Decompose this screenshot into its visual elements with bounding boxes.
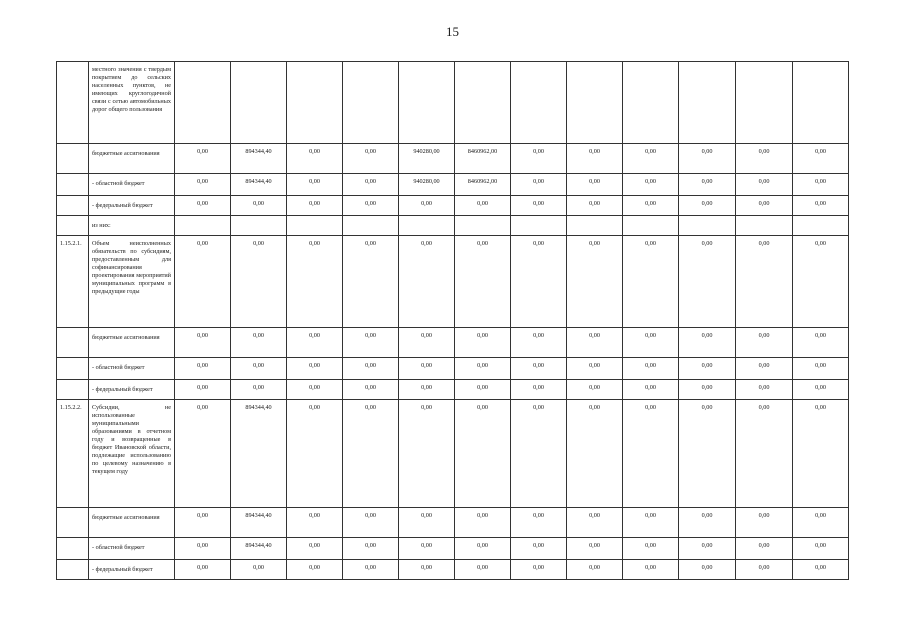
row-name-cell: бюджетные ассигнования	[89, 328, 175, 358]
value-cell: 0,00	[679, 538, 736, 560]
value-cell: 0,00	[736, 508, 793, 538]
value-cell: 0,00	[287, 508, 343, 538]
value-cell: 0,00	[623, 358, 679, 380]
value-cell	[231, 62, 287, 144]
row-code-cell	[57, 62, 89, 144]
value-cell	[455, 216, 511, 236]
value-cell: 0,00	[287, 358, 343, 380]
value-cell: 0,00	[623, 560, 679, 580]
value-cell: 0,00	[399, 560, 455, 580]
value-cell: 0,00	[623, 328, 679, 358]
value-cell: 0,00	[287, 538, 343, 560]
value-cell: 0,00	[343, 538, 399, 560]
value-cell	[231, 216, 287, 236]
value-cell: 0,00	[343, 380, 399, 400]
value-cell	[736, 62, 793, 144]
row-code-cell	[57, 144, 89, 174]
table-row	[57, 62, 849, 144]
table-row	[57, 538, 849, 560]
row-name-cell: Объем неисполненных обязательств по субсидиям, предоставленным для софинансирования проектирования мероприятий муниципальных программ в предыдущие годы	[89, 236, 175, 328]
row-name-cell: из них:	[89, 216, 175, 236]
value-cell	[736, 216, 793, 236]
value-cell	[343, 216, 399, 236]
row-name-cell: - федеральный бюджет	[89, 196, 175, 216]
row-code-cell	[57, 174, 89, 196]
value-cell: 894344,40	[231, 174, 287, 196]
value-cell: 0,00	[287, 560, 343, 580]
value-cell: 0,00	[567, 508, 623, 538]
value-cell: 0,00	[231, 328, 287, 358]
row-name-cell: бюджетные ассигнования	[89, 144, 175, 174]
value-cell: 0,00	[455, 560, 511, 580]
row-code-cell	[57, 560, 89, 580]
row-code-cell	[57, 216, 89, 236]
value-cell: 0,00	[399, 508, 455, 538]
value-cell: 0,00	[736, 538, 793, 560]
value-cell: 0,00	[679, 196, 736, 216]
value-cell: 0,00	[231, 380, 287, 400]
value-cell: 0,00	[567, 358, 623, 380]
value-cell: 0,00	[567, 196, 623, 216]
value-cell	[175, 62, 231, 144]
value-cell: 0,00	[623, 236, 679, 328]
value-cell: 0,00	[567, 380, 623, 400]
value-cell	[287, 216, 343, 236]
value-cell: 0,00	[511, 560, 567, 580]
value-cell: 0,00	[399, 236, 455, 328]
value-cell: 0,00	[793, 400, 849, 508]
value-cell: 0,00	[343, 236, 399, 328]
value-cell: 0,00	[736, 144, 793, 174]
value-cell: 0,00	[736, 358, 793, 380]
value-cell: 0,00	[175, 400, 231, 508]
value-cell	[793, 62, 849, 144]
value-cell	[623, 216, 679, 236]
row-name-cell: - федеральный бюджет	[89, 380, 175, 400]
value-cell	[399, 62, 455, 144]
row-name-cell: бюджетные ассигнования	[89, 508, 175, 538]
value-cell: 0,00	[623, 174, 679, 196]
value-cell: 0,00	[793, 380, 849, 400]
table-row	[57, 508, 849, 538]
value-cell	[567, 62, 623, 144]
value-cell: 0,00	[175, 380, 231, 400]
row-code-cell: 1.15.2.1.	[57, 236, 89, 328]
value-cell: 0,00	[736, 400, 793, 508]
value-cell: 0,00	[287, 400, 343, 508]
value-cell: 940280,00	[399, 174, 455, 196]
value-cell: 894344,40	[231, 538, 287, 560]
value-cell: 0,00	[623, 144, 679, 174]
value-cell: 0,00	[679, 358, 736, 380]
value-cell: 0,00	[511, 196, 567, 216]
value-cell: 0,00	[736, 236, 793, 328]
value-cell: 0,00	[175, 508, 231, 538]
value-cell: 0,00	[511, 328, 567, 358]
row-name-cell: - областной бюджет	[89, 174, 175, 196]
value-cell: 0,00	[175, 174, 231, 196]
value-cell	[455, 62, 511, 144]
value-cell: 0,00	[736, 174, 793, 196]
value-cell: 940280,00	[399, 144, 455, 174]
value-cell: 0,00	[623, 508, 679, 538]
value-cell	[175, 216, 231, 236]
value-cell	[399, 216, 455, 236]
value-cell: 0,00	[399, 358, 455, 380]
value-cell: 0,00	[511, 236, 567, 328]
value-cell: 0,00	[679, 144, 736, 174]
value-cell: 0,00	[399, 328, 455, 358]
value-cell: 0,00	[679, 174, 736, 196]
value-cell: 0,00	[343, 400, 399, 508]
value-cell: 0,00	[343, 560, 399, 580]
value-cell	[511, 216, 567, 236]
value-cell: 0,00	[567, 328, 623, 358]
value-cell: 0,00	[679, 380, 736, 400]
value-cell	[567, 216, 623, 236]
value-cell: 0,00	[511, 538, 567, 560]
value-cell: 894344,40	[231, 144, 287, 174]
value-cell: 0,00	[793, 328, 849, 358]
value-cell: 0,00	[455, 538, 511, 560]
row-code-cell	[57, 508, 89, 538]
value-cell: 0,00	[455, 196, 511, 216]
row-name-cell: - федеральный бюджет	[89, 560, 175, 580]
value-cell: 0,00	[793, 144, 849, 174]
table-row	[57, 560, 849, 580]
value-cell: 0,00	[679, 400, 736, 508]
row-code-cell	[57, 358, 89, 380]
row-name-cell: Субсидии, не использованные муниципальными образованиями в отчетном году и возвращенные в бюджет Ивановской области, подлежащие использованию по целевому назначению в текущем году	[89, 400, 175, 508]
value-cell: 0,00	[399, 538, 455, 560]
value-cell: 8460962,00	[455, 144, 511, 174]
value-cell: 0,00	[623, 196, 679, 216]
value-cell: 0,00	[793, 508, 849, 538]
value-cell: 0,00	[175, 236, 231, 328]
value-cell: 0,00	[287, 174, 343, 196]
row-code-cell	[57, 328, 89, 358]
page-number: 15	[446, 24, 459, 39]
value-cell: 0,00	[511, 358, 567, 380]
value-cell: 894344,40	[231, 400, 287, 508]
value-cell: 0,00	[399, 400, 455, 508]
value-cell: 0,00	[736, 328, 793, 358]
value-cell: 0,00	[343, 196, 399, 216]
value-cell: 0,00	[455, 236, 511, 328]
value-cell	[623, 62, 679, 144]
value-cell: 0,00	[511, 508, 567, 538]
value-cell: 0,00	[399, 380, 455, 400]
value-cell: 0,00	[736, 196, 793, 216]
value-cell: 0,00	[287, 380, 343, 400]
value-cell	[511, 62, 567, 144]
table-row	[57, 196, 849, 216]
value-cell: 0,00	[511, 144, 567, 174]
table-row	[57, 236, 849, 328]
value-cell: 0,00	[567, 174, 623, 196]
row-code-cell	[57, 196, 89, 216]
value-cell	[679, 216, 736, 236]
value-cell: 0,00	[455, 380, 511, 400]
value-cell: 0,00	[679, 328, 736, 358]
table-row	[57, 174, 849, 196]
value-cell: 0,00	[175, 560, 231, 580]
value-cell	[343, 62, 399, 144]
value-cell: 0,00	[679, 560, 736, 580]
value-cell: 0,00	[231, 196, 287, 216]
value-cell: 0,00	[287, 328, 343, 358]
value-cell	[287, 62, 343, 144]
row-name-cell: - областной бюджет	[89, 538, 175, 560]
value-cell: 0,00	[679, 508, 736, 538]
value-cell: 0,00	[287, 196, 343, 216]
value-cell: 0,00	[567, 400, 623, 508]
value-cell: 0,00	[455, 400, 511, 508]
value-cell: 894344,40	[231, 508, 287, 538]
value-cell: 0,00	[736, 560, 793, 580]
row-name-cell: - областной бюджет	[89, 358, 175, 380]
value-cell: 0,00	[175, 196, 231, 216]
value-cell: 0,00	[399, 196, 455, 216]
value-cell: 0,00	[623, 538, 679, 560]
value-cell: 0,00	[511, 174, 567, 196]
value-cell: 0,00	[343, 508, 399, 538]
value-cell: 0,00	[287, 236, 343, 328]
table-row	[57, 358, 849, 380]
value-cell: 0,00	[567, 538, 623, 560]
budget-table	[56, 61, 849, 580]
value-cell: 0,00	[567, 560, 623, 580]
value-cell: 0,00	[231, 236, 287, 328]
value-cell	[679, 62, 736, 144]
value-cell: 0,00	[736, 380, 793, 400]
value-cell: 0,00	[567, 236, 623, 328]
value-cell: 0,00	[287, 144, 343, 174]
value-cell: 8460962,00	[455, 174, 511, 196]
row-code-cell	[57, 538, 89, 560]
value-cell: 0,00	[231, 358, 287, 380]
table-body	[57, 62, 849, 580]
value-cell: 0,00	[623, 380, 679, 400]
table-row	[57, 216, 849, 236]
value-cell: 0,00	[175, 538, 231, 560]
table-row	[57, 400, 849, 508]
value-cell: 0,00	[343, 174, 399, 196]
value-cell: 0,00	[343, 144, 399, 174]
value-cell: 0,00	[175, 358, 231, 380]
value-cell: 0,00	[793, 174, 849, 196]
value-cell: 0,00	[231, 560, 287, 580]
row-name-cell: местного значения с твердым покрытием до сельских населенных пунктов, не имеющих круглогодичной связи с сетью автомобильных дорог общего пользования	[89, 62, 175, 144]
value-cell: 0,00	[343, 328, 399, 358]
value-cell: 0,00	[793, 560, 849, 580]
value-cell: 0,00	[511, 400, 567, 508]
value-cell: 0,00	[175, 328, 231, 358]
row-code-cell: 1.15.2.2.	[57, 400, 89, 508]
value-cell: 0,00	[175, 144, 231, 174]
value-cell: 0,00	[511, 380, 567, 400]
value-cell: 0,00	[679, 236, 736, 328]
value-cell: 0,00	[455, 328, 511, 358]
value-cell: 0,00	[623, 400, 679, 508]
value-cell: 0,00	[343, 358, 399, 380]
value-cell: 0,00	[455, 358, 511, 380]
value-cell: 0,00	[793, 358, 849, 380]
value-cell	[793, 216, 849, 236]
value-cell: 0,00	[567, 144, 623, 174]
table-row	[57, 144, 849, 174]
value-cell: 0,00	[793, 236, 849, 328]
row-code-cell	[57, 380, 89, 400]
value-cell: 0,00	[455, 508, 511, 538]
value-cell: 0,00	[793, 538, 849, 560]
value-cell: 0,00	[793, 196, 849, 216]
table-row	[57, 328, 849, 358]
table-row	[57, 380, 849, 400]
